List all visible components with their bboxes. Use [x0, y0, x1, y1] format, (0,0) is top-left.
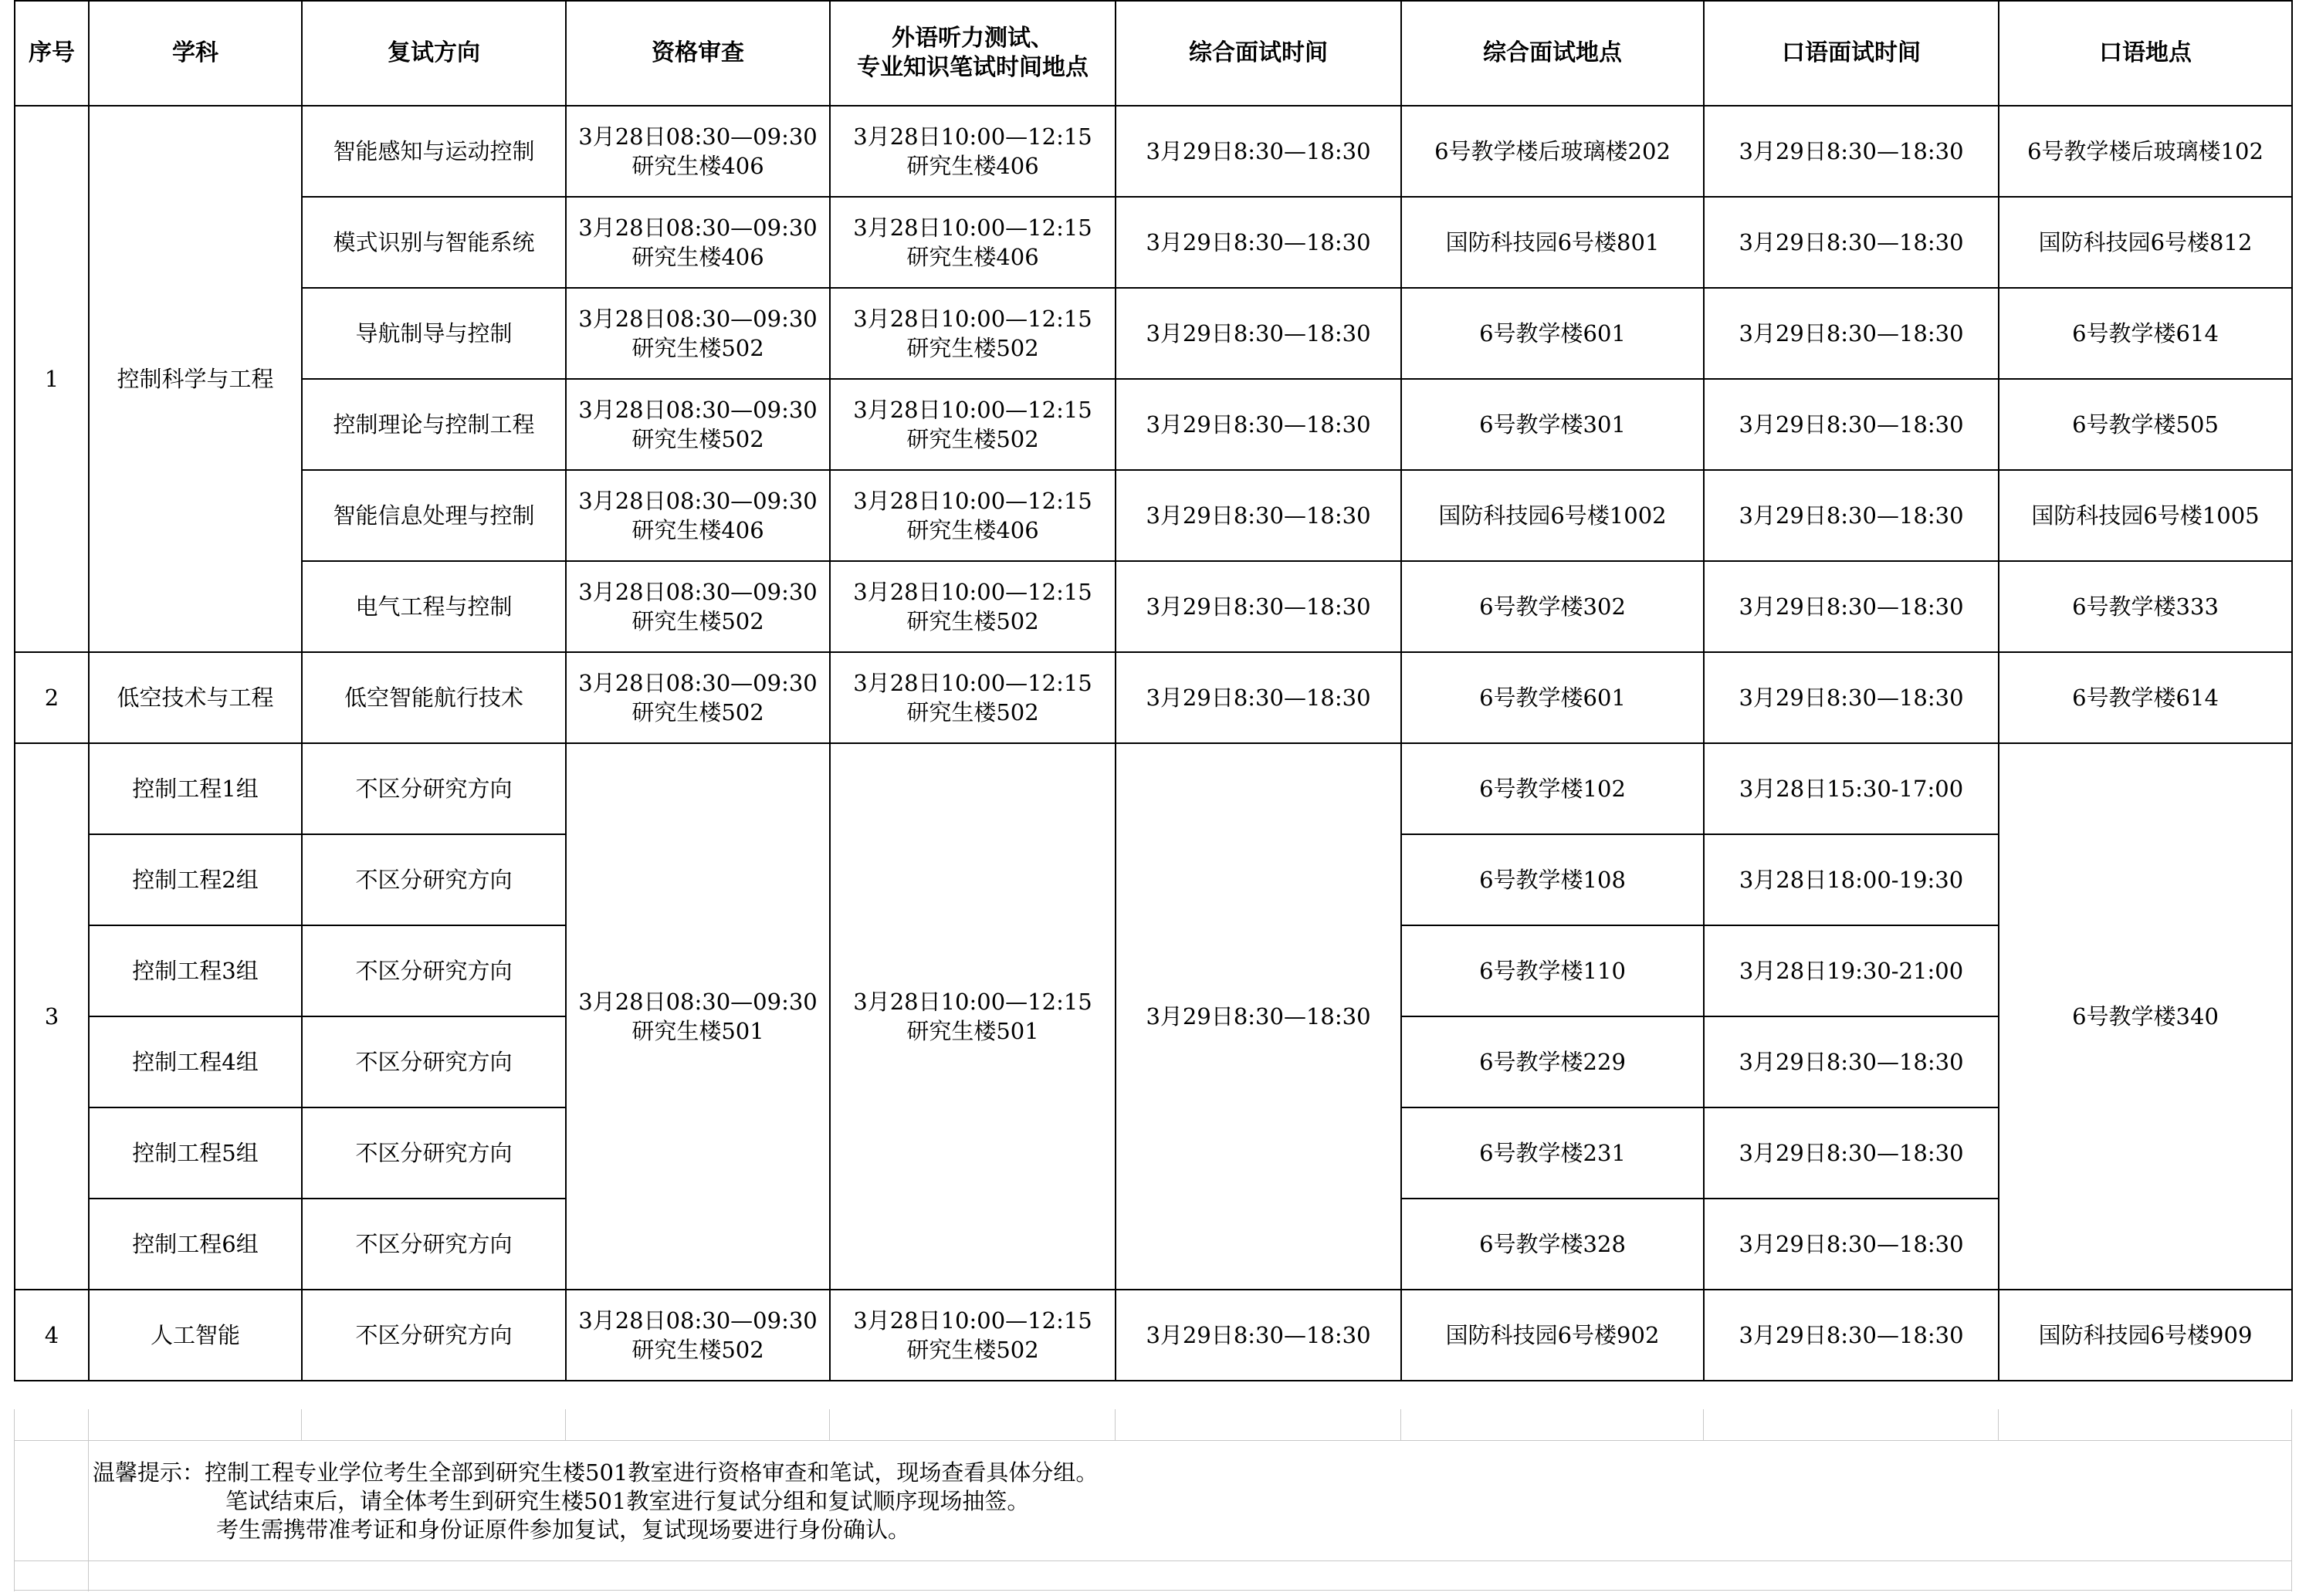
seq-cell: 2	[15, 652, 89, 743]
interview-time-cell: 3月29日8:30—18:30	[1116, 561, 1401, 652]
oral-time-cell: 3月28日19:30-21:00	[1704, 925, 1999, 1016]
oral-time-cell: 3月28日18:00-19:30	[1704, 834, 1999, 925]
qualification-cell	[566, 197, 830, 288]
direction-cell: 智能信息处理与控制	[302, 470, 566, 561]
interview-time-cell: 3月29日8:30—18:30	[1116, 743, 1401, 1290]
oral-place-cell: 国防科技园6号楼812	[1999, 197, 2292, 288]
written-test-cell-line-1: 3月28日10:00—12:15	[853, 989, 1092, 1015]
seq-cell: 4	[15, 1290, 89, 1381]
written-test-cell-line-2: 研究生楼502	[906, 699, 1039, 725]
qualification-cell-line-2: 研究生楼501	[631, 1018, 764, 1044]
oral-place-cell: 国防科技园6号楼1005	[1999, 470, 2292, 561]
written-test-cell-line-2: 研究生楼501	[906, 1018, 1039, 1044]
written-test-cell	[830, 288, 1116, 379]
direction-cell: 低空智能航行技术	[302, 652, 566, 743]
interview-place-cell: 6号教学楼601	[1401, 288, 1704, 379]
qualification-cell	[566, 652, 830, 743]
direction-cell: 智能感知与运动控制	[302, 106, 566, 197]
qualification-cell-line-1: 3月28日08:30—09:30	[578, 989, 818, 1015]
notes	[93, 1459, 1098, 1544]
direction-cell: 模式识别与智能系统	[302, 197, 566, 288]
oral-place-cell: 6号教学楼614	[1999, 288, 2292, 379]
header-written-line1: 外语听力测试、	[892, 25, 1054, 52]
note-line-2: 笔试结束后，请全体考生到研究生楼501教室进行复试分组和复试顺序现场抽签。	[225, 1488, 1030, 1514]
oral-time-cell: 3月29日8:30—18:30	[1704, 652, 1999, 743]
qualification-cell	[566, 1290, 830, 1381]
interview-place-cell: 6号教学楼301	[1401, 379, 1704, 470]
header-direction: 复试方向	[302, 1, 566, 106]
oral-place-cell: 6号教学楼333	[1999, 561, 2292, 652]
grid-line	[565, 1409, 566, 1440]
oral-time-cell: 3月29日8:30—18:30	[1704, 1107, 1999, 1199]
subject-cell: 控制工程1组	[89, 743, 302, 834]
written-test-cell-line-1: 3月28日10:00—12:15	[853, 397, 1092, 423]
written-test-cell-line-2: 研究生楼406	[906, 244, 1039, 270]
interview-time-cell: 3月29日8:30—18:30	[1116, 106, 1401, 197]
grid-line	[1115, 1409, 1116, 1440]
header-interview-place: 综合面试地点	[1401, 1, 1704, 106]
schedule-table	[14, 0, 2293, 1381]
oral-time-cell: 3月29日8:30—18:30	[1704, 197, 1999, 288]
grid-line	[2291, 1409, 2292, 1591]
table-row	[15, 470, 2292, 561]
grid-line	[1998, 1409, 1999, 1440]
qualification-cell-line-1: 3月28日08:30—09:30	[578, 397, 818, 423]
header-row	[15, 1, 2292, 106]
qualification-cell	[566, 470, 830, 561]
qualification-cell	[566, 288, 830, 379]
interview-time-cell: 3月29日8:30—18:30	[1116, 197, 1401, 288]
written-test-cell	[830, 106, 1116, 197]
grid-line	[14, 1409, 15, 1591]
notes-divider	[14, 1560, 2291, 1561]
header-oral-place: 口语地点	[1999, 1, 2292, 106]
qualification-cell-line-2: 研究生楼406	[631, 517, 764, 543]
table-row	[15, 106, 2292, 197]
direction-cell: 不区分研究方向	[302, 925, 566, 1016]
table-row	[15, 652, 2292, 743]
written-test-cell	[830, 470, 1116, 561]
written-test-cell-line-1: 3月28日10:00—12:15	[853, 579, 1092, 605]
direction-cell: 不区分研究方向	[302, 743, 566, 834]
qualification-cell-line-2: 研究生楼502	[631, 426, 764, 452]
subject-cell: 控制工程6组	[89, 1199, 302, 1290]
written-test-cell-line-2: 研究生楼502	[906, 1337, 1039, 1363]
interview-place-cell: 6号教学楼110	[1401, 925, 1704, 1016]
qualification-cell	[566, 743, 830, 1290]
written-test-cell	[830, 652, 1116, 743]
written-test-cell-line-2: 研究生楼406	[906, 517, 1039, 543]
direction-cell: 不区分研究方向	[302, 1199, 566, 1290]
qualification-cell-line-2: 研究生楼502	[631, 335, 764, 361]
direction-cell: 不区分研究方向	[302, 834, 566, 925]
written-test-cell-line-1: 3月28日10:00—12:15	[853, 1307, 1092, 1334]
interview-place-cell: 6号教学楼108	[1401, 834, 1704, 925]
interview-time-cell: 3月29日8:30—18:30	[1116, 470, 1401, 561]
direction-cell: 控制理论与控制工程	[302, 379, 566, 470]
qualification-cell-line-1: 3月28日08:30—09:30	[578, 123, 818, 150]
qualification-cell-line-1: 3月28日08:30—09:30	[578, 306, 818, 332]
subject-cell: 控制工程4组	[89, 1016, 302, 1107]
written-test-cell-line-1: 3月28日10:00—12:15	[853, 215, 1092, 241]
written-test-cell-line-1: 3月28日10:00—12:15	[853, 306, 1092, 332]
oral-place-cell: 6号教学楼后玻璃楼102	[1999, 106, 2292, 197]
table-row	[15, 197, 2292, 288]
subject-cell: 控制工程3组	[89, 925, 302, 1016]
interview-place-cell: 6号教学楼后玻璃楼202	[1401, 106, 1704, 197]
direction-cell: 不区分研究方向	[302, 1107, 566, 1199]
written-test-cell	[830, 379, 1116, 470]
interview-place-cell: 6号教学楼231	[1401, 1107, 1704, 1199]
grid-line	[1400, 1409, 1401, 1440]
written-test-cell	[830, 743, 1116, 1290]
oral-time-cell: 3月29日8:30—18:30	[1704, 288, 1999, 379]
qualification-cell-line-2: 研究生楼502	[631, 1337, 764, 1363]
interview-place-cell: 6号教学楼102	[1401, 743, 1704, 834]
qualification-cell-line-2: 研究生楼502	[631, 699, 764, 725]
qualification-cell	[566, 379, 830, 470]
qualification-cell-line-2: 研究生楼406	[631, 244, 764, 270]
qualification-cell	[566, 561, 830, 652]
subject-cell: 低空技术与工程	[89, 652, 302, 743]
table-body	[15, 1, 2292, 1381]
oral-place-cell: 6号教学楼614	[1999, 652, 2292, 743]
oral-time-cell: 3月28日15:30-17:00	[1704, 743, 1999, 834]
seq-cell: 1	[15, 106, 89, 652]
interview-time-cell: 3月29日8:30—18:30	[1116, 652, 1401, 743]
grid-line	[829, 1409, 830, 1440]
note-line-1: 温馨提示：控制工程专业学位考生全部到研究生楼501教室进行资格审查和笔试，现场查看具体分组。	[93, 1459, 1099, 1486]
interview-place-cell: 国防科技园6号楼1002	[1401, 470, 1704, 561]
grid-line	[1703, 1409, 1704, 1440]
written-test-cell-line-1: 3月28日10:00—12:15	[853, 488, 1092, 514]
oral-time-cell: 3月29日8:30—18:30	[1704, 561, 1999, 652]
qualification-cell-line-1: 3月28日08:30—09:30	[578, 488, 818, 514]
direction-cell: 导航制导与控制	[302, 288, 566, 379]
interview-place-cell: 国防科技园6号楼902	[1401, 1290, 1704, 1381]
qualification-cell-line-1: 3月28日08:30—09:30	[578, 1307, 818, 1334]
oral-time-cell: 3月29日8:30—18:30	[1704, 1016, 1999, 1107]
written-test-cell	[830, 561, 1116, 652]
interview-time-cell: 3月29日8:30—18:30	[1116, 379, 1401, 470]
table-row	[15, 288, 2292, 379]
written-test-cell-line-2: 研究生楼502	[906, 608, 1039, 634]
subject-cell: 控制科学与工程	[89, 106, 302, 652]
written-test-cell-line-2: 研究生楼502	[906, 426, 1039, 452]
direction-cell: 电气工程与控制	[302, 561, 566, 652]
grid-line	[301, 1409, 302, 1440]
qualification-cell-line-1: 3月28日08:30—09:30	[578, 215, 818, 241]
schedule-sheet	[14, 0, 2299, 1381]
header-written-test	[830, 1, 1116, 106]
interview-place-cell: 6号教学楼229	[1401, 1016, 1704, 1107]
table-row	[15, 1290, 2292, 1381]
seq-cell: 3	[15, 743, 89, 1290]
qualification-cell-line-2: 研究生楼502	[631, 608, 764, 634]
oral-place-cell: 国防科技园6号楼909	[1999, 1290, 2292, 1381]
table-row	[15, 743, 2292, 834]
oral-time-cell: 3月29日8:30—18:30	[1704, 379, 1999, 470]
interview-place-cell: 6号教学楼328	[1401, 1199, 1704, 1290]
oral-place-cell: 6号教学楼505	[1999, 379, 2292, 470]
subject-cell: 控制工程2组	[89, 834, 302, 925]
header-written-line2: 专业知识笔试时间地点	[857, 54, 1089, 81]
qualification-cell-line-1: 3月28日08:30—09:30	[578, 579, 818, 605]
written-test-cell	[830, 1290, 1116, 1381]
interview-time-cell: 3月29日8:30—18:30	[1116, 1290, 1401, 1381]
note-line-3: 考生需携带准考证和身份证原件参加复试，复试现场要进行身份确认。	[216, 1517, 911, 1543]
oral-time-cell: 3月29日8:30—18:30	[1704, 1290, 1999, 1381]
bottom-divider	[14, 1590, 2291, 1591]
oral-time-cell: 3月29日8:30—18:30	[1704, 106, 1999, 197]
written-test-cell-line-1: 3月28日10:00—12:15	[853, 670, 1092, 696]
blank-row	[14, 1409, 2291, 1441]
header-qualification: 资格审查	[566, 1, 830, 106]
written-test-cell-line-2: 研究生楼406	[906, 153, 1039, 179]
interview-place-cell: 6号教学楼601	[1401, 652, 1704, 743]
subject-cell: 控制工程5组	[89, 1107, 302, 1199]
subject-cell: 人工智能	[89, 1290, 302, 1381]
direction-cell: 不区分研究方向	[302, 1290, 566, 1381]
table-row	[15, 379, 2292, 470]
oral-place-cell: 6号教学楼340	[1999, 743, 2292, 1290]
written-test-cell-line-1: 3月28日10:00—12:15	[853, 123, 1092, 150]
written-test-cell	[830, 197, 1116, 288]
table-row	[15, 561, 2292, 652]
header-seq: 序号	[15, 1, 89, 106]
oral-time-cell: 3月29日8:30—18:30	[1704, 1199, 1999, 1290]
grid-line	[88, 1409, 89, 1591]
oral-time-cell: 3月29日8:30—18:30	[1704, 470, 1999, 561]
direction-cell: 不区分研究方向	[302, 1016, 566, 1107]
header-subject: 学科	[89, 1, 302, 106]
qualification-cell-line-2: 研究生楼406	[631, 153, 764, 179]
qualification-cell	[566, 106, 830, 197]
written-test-cell-line-2: 研究生楼502	[906, 335, 1039, 361]
interview-time-cell: 3月29日8:30—18:30	[1116, 288, 1401, 379]
interview-place-cell: 6号教学楼302	[1401, 561, 1704, 652]
interview-place-cell: 国防科技园6号楼801	[1401, 197, 1704, 288]
header-interview-time: 综合面试时间	[1116, 1, 1401, 106]
header-oral-time: 口语面试时间	[1704, 1, 1999, 106]
qualification-cell-line-1: 3月28日08:30—09:30	[578, 670, 818, 696]
